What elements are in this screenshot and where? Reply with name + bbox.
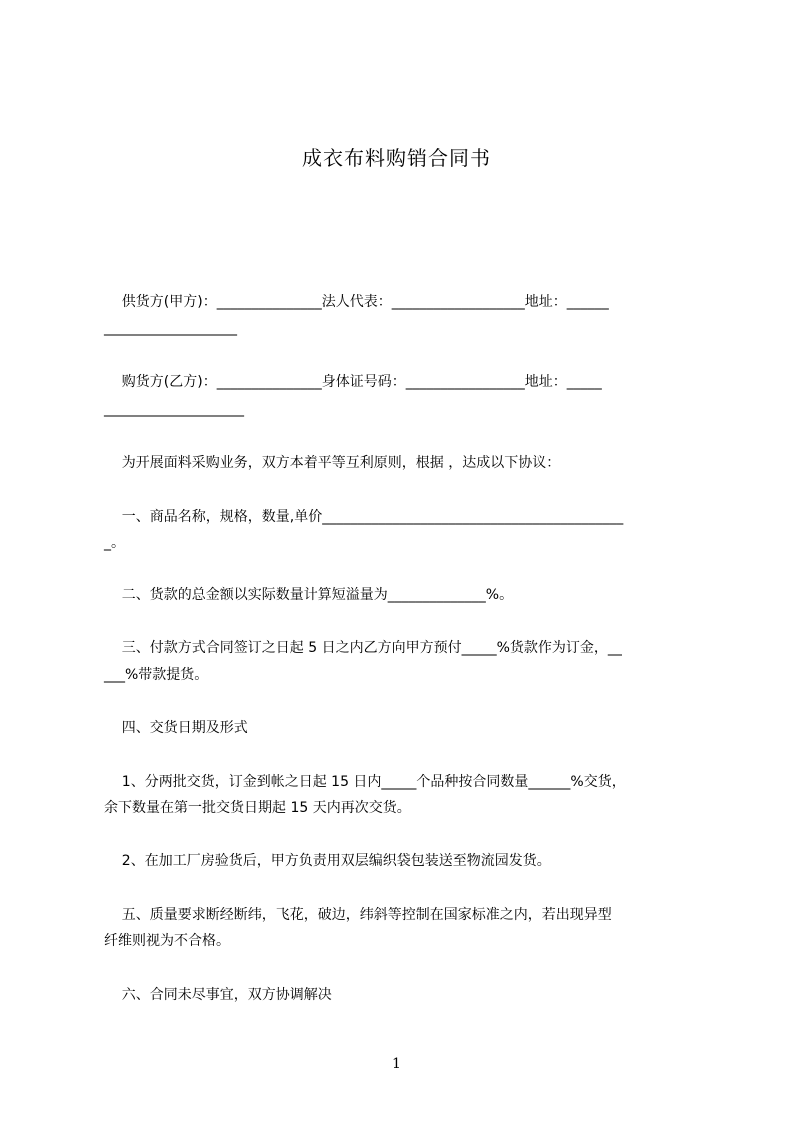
clause-4-heading: 四、交货日期及形式 — [104, 720, 248, 736]
clause-4-2-line-1: 2、在加工厂房验货后，甲方负责用双层编织袋包装送至物流园发货。 — [104, 853, 551, 869]
clause-6-line-1: 六、合同未尽事宜，双方协调解决 — [104, 987, 332, 1003]
clause-3-line-1: 三、付款方式合同签订之日起 5 日之内乙方向甲方预付_____%货款作为订金，__ — [104, 640, 622, 656]
buyer-line-1: 购货方(乙方)：_______________身体证号码：_________________地址：_____ — [104, 374, 602, 390]
clause-5-line-1: 五、质量要求断经断纬，飞花，破边，纬斜等控制在国家标准之内，若出现异型 — [104, 907, 612, 923]
clause-1-line-1: 一、商品名称，规格，数量,单价___________________________________________ — [104, 509, 624, 525]
page-number: 1 — [392, 1056, 401, 1072]
clause-4-1-line-1: 1、分两批交货，订金到帐之日起 15 日内_____个品种按合同数量______%交货， — [104, 774, 626, 790]
clause-4-1-line-2: 余下数量在第一批交货日期起 15 天内再次交货。 — [104, 800, 411, 816]
document-title: 成衣布料购销合同书 — [302, 146, 491, 170]
supplier-line-1: 供货方(甲方)：_______________法人代表：___________________地址：______ — [104, 294, 609, 310]
intro-paragraph: 为开展面料采购业务，双方本着平等互利原则，根据 ，达成以下协议： — [104, 455, 561, 471]
buyer-line-2: ____________________ — [104, 401, 244, 417]
clause-1-line-2: _。 — [104, 535, 125, 551]
clause-3-line-2: ___%带款提货。 — [104, 667, 209, 683]
supplier-line-2: ___________________ — [104, 320, 237, 336]
clause-2-line-1: 二、货款的总金额以实际数量计算短溢量为______________%。 — [104, 587, 514, 603]
clause-5-line-2: 纤维则视为不合格。 — [104, 933, 230, 949]
